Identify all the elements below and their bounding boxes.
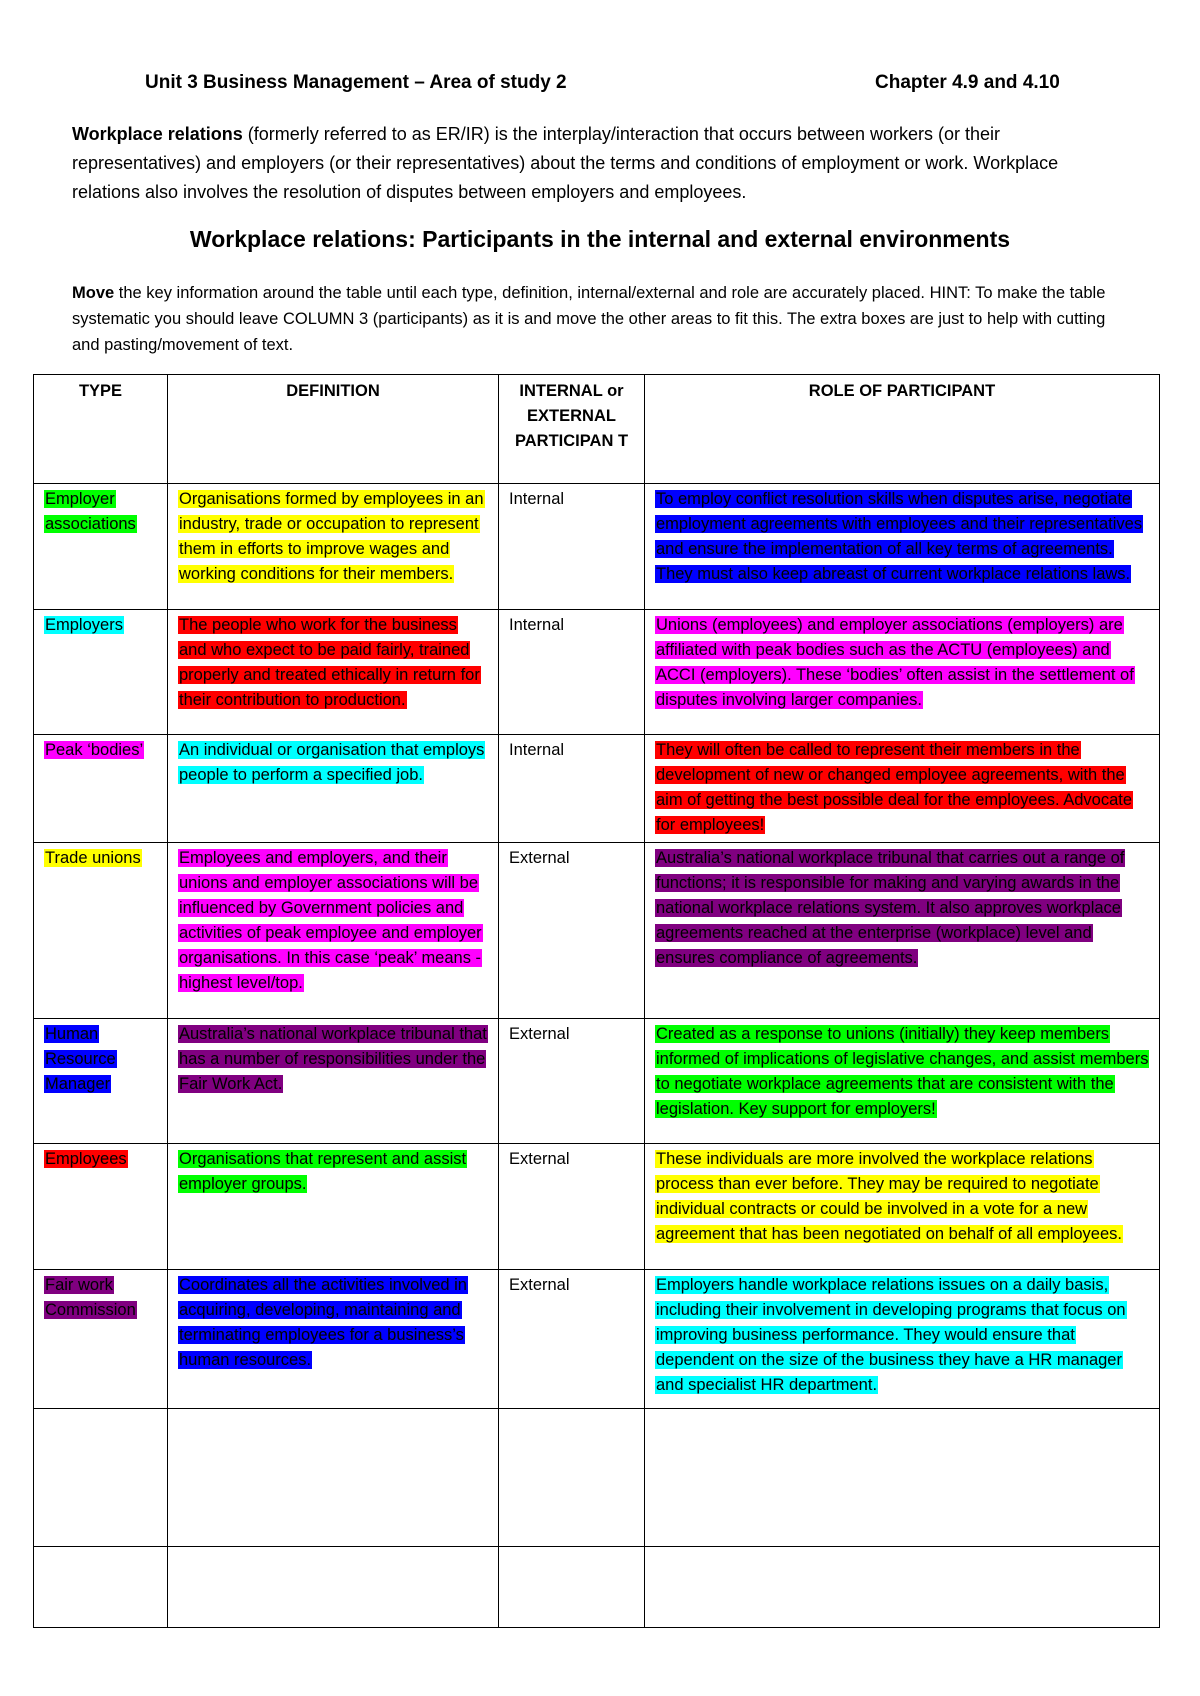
definition-cell[interactable] bbox=[168, 735, 499, 843]
header-unit-title: Unit 3 Business Management – Area of study 2 bbox=[145, 72, 567, 93]
document-header bbox=[145, 72, 1075, 94]
role-text: Employers handle workplace relations issues on a daily basis, including their involvement in developing programs that focus on improving business performance. They would ensure that dependent on the size of the business they have a HR manager and specialist HR department. bbox=[656, 1276, 1126, 1394]
empty-cell[interactable] bbox=[34, 1409, 168, 1547]
intro-term: Workplace relations bbox=[72, 124, 243, 144]
role-text: Australia’s national workplace tribunal that carries out a range of functions; it is responsible for making and varying awards in the national workplace relations system. It also approves workplace agreements reached at the enterprise (workplace) level and ensures compliance of agreements. bbox=[656, 849, 1125, 967]
type-text: Trade unions bbox=[45, 849, 141, 867]
role-text: Created as a response to unions (initially) they keep members informed of implications of legislative changes, and assist members to negotiate workplace agreements that are consistent with the legislation. Key support for employers! bbox=[656, 1025, 1149, 1118]
role-cell[interactable] bbox=[645, 735, 1160, 843]
internal-external-cell[interactable]: Internal bbox=[499, 484, 645, 610]
role-text: To employ conflict resolution skills when disputes arise, negotiate employment agreements with employees and their representatives and ensure the implementation of all key terms of agreements. They must also keep abreast of current workplace relations laws. bbox=[656, 490, 1143, 583]
header-type: TYPE bbox=[34, 375, 168, 484]
header-role: ROLE OF PARTICIPANT bbox=[645, 375, 1160, 484]
type-text: Employees bbox=[45, 1150, 127, 1168]
definition-cell[interactable] bbox=[168, 484, 499, 610]
table-row bbox=[34, 1019, 1160, 1144]
definition-text: Organisations formed by employees in an industry, trade or occupation to represent them in efforts to improve wages and working conditions for their members. bbox=[179, 490, 484, 583]
type-cell[interactable] bbox=[34, 610, 168, 735]
empty-cell[interactable] bbox=[168, 1547, 499, 1628]
empty-cell[interactable] bbox=[499, 1547, 645, 1628]
role-cell[interactable] bbox=[645, 610, 1160, 735]
type-cell[interactable] bbox=[34, 735, 168, 843]
type-text: Employers bbox=[45, 616, 123, 634]
internal-external-cell[interactable]: Internal bbox=[499, 735, 645, 843]
internal-external-cell[interactable]: Internal bbox=[499, 610, 645, 735]
role-cell[interactable] bbox=[645, 484, 1160, 610]
instructions-paragraph bbox=[72, 280, 1132, 358]
empty-cell[interactable] bbox=[499, 1409, 645, 1547]
instructions-lead: Move bbox=[72, 284, 115, 302]
type-text: Peak ‘bodies’ bbox=[45, 741, 144, 759]
intro-text: (formerly referred to as ER/IR) is the interplay/interaction that occurs between workers (or their representatives) and employers (or their representatives) about the terms and conditions of employment or work. Workplace relations also involves the resolution of disputes between employers and employees. bbox=[72, 124, 1059, 202]
empty-cell[interactable] bbox=[168, 1409, 499, 1547]
role-text: They will often be called to represent their members in the development of new or changed employee agreements, with the aim of getting the best possible deal for the employees. Advocate for employees! bbox=[656, 741, 1133, 834]
type-cell[interactable] bbox=[34, 1019, 168, 1144]
empty-cell[interactable] bbox=[645, 1409, 1160, 1547]
internal-external-cell[interactable]: External bbox=[499, 1270, 645, 1409]
definition-text: The people who work for the business and who expect to be paid fairly, trained properly and treated ethically in return for their contribution to production. bbox=[179, 616, 480, 709]
role-cell[interactable] bbox=[645, 1270, 1160, 1409]
type-cell[interactable] bbox=[34, 1270, 168, 1409]
table-header-row bbox=[34, 375, 1160, 484]
definition-cell[interactable] bbox=[168, 1144, 499, 1270]
type-text: Human Resource Manager bbox=[45, 1025, 116, 1093]
header-internal-external: INTERNAL or EXTERNAL PARTICIPAN T bbox=[499, 375, 645, 484]
empty-cell[interactable] bbox=[34, 1547, 168, 1628]
empty-table-row bbox=[34, 1409, 1160, 1547]
type-cell[interactable] bbox=[34, 1144, 168, 1270]
role-cell[interactable] bbox=[645, 1144, 1160, 1270]
definition-text: Australia’s national workplace tribunal that has a number of responsibilities under the Fair Work Act. bbox=[179, 1025, 487, 1093]
type-text: Fair work Commission bbox=[45, 1276, 136, 1319]
definition-text: Coordinates all the activities involved in acquiring, developing, maintaining and terminating employees for a business’s human resources. bbox=[179, 1276, 467, 1369]
internal-external-cell[interactable]: External bbox=[499, 1144, 645, 1270]
definition-cell[interactable] bbox=[168, 843, 499, 1019]
role-cell[interactable] bbox=[645, 1019, 1160, 1144]
empty-cell[interactable] bbox=[645, 1547, 1160, 1628]
definition-cell[interactable] bbox=[168, 1019, 499, 1144]
table-row bbox=[34, 610, 1160, 735]
table-row bbox=[34, 1144, 1160, 1270]
role-text: Unions (employees) and employer associations (employers) are affiliated with peak bodies such as the ACTU (employees) and ACCI (employers). These ‘bodies’ often assist in the settlement of disputes involving larger companies. bbox=[656, 616, 1134, 709]
role-cell[interactable] bbox=[645, 843, 1160, 1019]
definition-cell[interactable] bbox=[168, 610, 499, 735]
header-definition: DEFINITION bbox=[168, 375, 499, 484]
internal-external-cell[interactable]: External bbox=[499, 843, 645, 1019]
table-row bbox=[34, 843, 1160, 1019]
definition-text: Organisations that represent and assist employer groups. bbox=[179, 1150, 467, 1193]
definition-text: Employees and employers, and their unions and employer associations will be influenced by Government policies and activities of peak employee and employer organisations. In this case ‘peak’ means -highest level/top. bbox=[179, 849, 482, 992]
type-text: Employer associations bbox=[45, 490, 136, 533]
type-cell[interactable] bbox=[34, 843, 168, 1019]
type-cell[interactable] bbox=[34, 484, 168, 610]
definition-cell[interactable] bbox=[168, 1270, 499, 1409]
empty-table-row bbox=[34, 1547, 1160, 1628]
table-row bbox=[34, 735, 1160, 843]
intro-paragraph bbox=[72, 120, 1112, 207]
definition-text: An individual or organisation that employs people to perform a specified job. bbox=[179, 741, 485, 784]
instructions-text: the key information around the table until each type, definition, internal/external and role are accurately placed. HINT: To make the table systematic you should leave COLUMN 3 (participants) as it is and move the other areas to fit this. The extra boxes are just to help with cutting and pasting/movement of text. bbox=[72, 284, 1106, 354]
table-row bbox=[34, 1270, 1160, 1409]
section-title: Workplace relations: Participants in the internal and external environments bbox=[189, 226, 1011, 252]
table-row bbox=[34, 484, 1160, 610]
header-chapter: Chapter 4.9 and 4.10 bbox=[875, 72, 1060, 93]
participants-table bbox=[33, 374, 1160, 1628]
internal-external-cell[interactable]: External bbox=[499, 1019, 645, 1144]
role-text: These individuals are more involved the workplace relations process than ever before. They may be required to negotiate individual contracts or could be involved in a vote for a new agreement that has been negotiated on behalf of all employees. bbox=[656, 1150, 1122, 1243]
